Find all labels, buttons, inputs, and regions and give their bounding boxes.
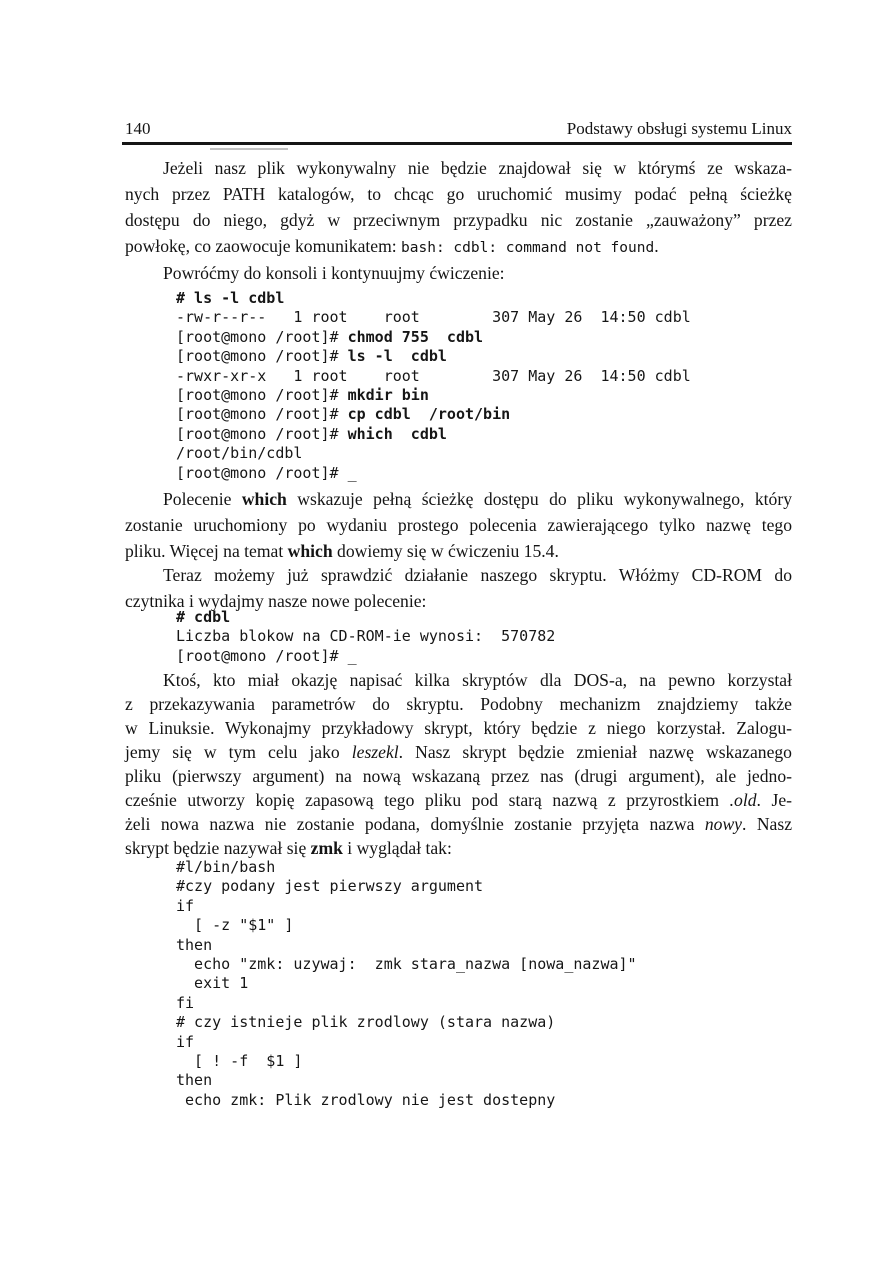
text-segment: bash: cdbl: command not found xyxy=(401,240,655,256)
paragraph-return-to-console xyxy=(125,260,792,286)
text-segment: which cdbl xyxy=(347,424,447,443)
text-segment: -rwxr-xr-x 1 root root 307 May 26 14:50 cdbl xyxy=(176,366,691,385)
text-segment: ls -l cdbl xyxy=(347,347,447,366)
text-segment: . Nasz skrypt będzie zmieniał nazwę wskazanego xyxy=(398,742,792,762)
code-line xyxy=(176,289,691,308)
text-segment: powłokę, co zaowocuje komunikatem: xyxy=(125,236,402,256)
text-segment: Liczba blokow na CD-ROM-ie wynosi: 570782 xyxy=(176,627,556,646)
text-line xyxy=(125,562,792,588)
code-line xyxy=(176,647,555,666)
text-segment: jemy się w tym celu jako xyxy=(125,742,352,762)
text-segment: fi xyxy=(176,993,195,1012)
text-line xyxy=(125,155,792,181)
paragraph-test-script xyxy=(125,562,792,614)
text-segment: # czy istnieje plik zrodlowy (stara nazwa) xyxy=(176,1013,556,1032)
running-header-title: Podstawy obsługi systemu Linux xyxy=(566,119,792,138)
text-segment: zostanie uruchomiony po wydaniu prostego polecenia zawierającego tylko nazwę tego xyxy=(125,515,792,535)
page-number: 140 xyxy=(125,119,151,138)
zmk-script-listing xyxy=(176,858,637,1110)
text-segment: [root@mono /root]# xyxy=(176,405,348,424)
text-segment: dostępu do niego, gdyż w przeciwnym przypadku nic zostanie „zauważony” przez xyxy=(125,210,792,230)
text-segment: [root@mono /root]# _ xyxy=(176,646,357,665)
code-line xyxy=(176,367,691,386)
text-line xyxy=(125,764,792,788)
text-segment: [root@mono /root]# xyxy=(176,327,348,346)
text-segment: -rw-r--r-- 1 root root 307 May 26 14:50 cdbl xyxy=(176,308,691,327)
text-segment: [root@mono /root]# _ xyxy=(176,463,357,482)
text-segment: /root/bin/cdbl xyxy=(176,444,303,463)
text-line xyxy=(125,260,792,286)
text-segment: #czy podany jest pierwszy argument xyxy=(176,877,484,896)
text-segment: chmod 755 cdbl xyxy=(347,327,484,346)
text-segment: if xyxy=(176,896,195,915)
code-line xyxy=(176,897,637,916)
code-line xyxy=(176,386,691,405)
text-line xyxy=(125,538,792,564)
text-line xyxy=(125,668,792,692)
text-segment: Ktoś, kto miał okazję napisać kilka skryptów dla DOS-a, na pewno korzystał xyxy=(163,670,792,690)
code-line xyxy=(176,1071,637,1090)
text-segment: [root@mono /root]# xyxy=(176,386,348,405)
text-segment: dowiemy się w ćwiczeniu 15.4. xyxy=(332,541,559,561)
text-segment: leszekl xyxy=(351,742,399,762)
text-segment: echo zmk: Plik zrodlowy nie jest dostepny xyxy=(176,1090,556,1109)
code-line xyxy=(176,464,691,483)
code-line xyxy=(176,1052,637,1071)
paragraph-zmk-description xyxy=(125,668,792,860)
text-segment: #l/bin/bash xyxy=(176,858,276,876)
text-line xyxy=(125,486,792,512)
code-line xyxy=(176,916,637,935)
code-line xyxy=(176,936,637,955)
code-line xyxy=(176,955,637,974)
code-line xyxy=(176,405,691,424)
text-segment: then xyxy=(176,1071,213,1090)
text-segment: .old xyxy=(729,790,757,810)
text-segment: cześnie utworzy kopię zapasową tego pliku pod starą nazwą z przyrostkiem xyxy=(125,790,730,810)
code-line xyxy=(176,608,555,627)
text-segment: pliku (pierwszy argument) na nową wskazaną przez nas (drugi argument), ale jedno- xyxy=(125,766,792,786)
text-segment: # cdbl xyxy=(176,608,231,626)
text-segment: exit 1 xyxy=(176,974,249,993)
text-segment: z przekazywania parametrów do skryptu. Podobny mechanizm znajdziemy także xyxy=(125,694,792,714)
text-segment: [ -z "$1" ] xyxy=(176,916,294,935)
text-segment: pliku. Więcej na temat xyxy=(125,541,288,561)
text-segment: mkdir bin xyxy=(347,386,429,405)
text-segment: echo "zmk: uzywaj: zmk stara_nazwa [nowa_nazwa]" xyxy=(176,955,637,974)
code-line xyxy=(176,444,691,463)
text-segment: . xyxy=(654,236,659,256)
text-segment: . Nasz xyxy=(741,814,793,834)
text-segment: skrypt będzie nazywał się xyxy=(125,838,311,858)
text-line xyxy=(125,740,792,764)
text-segment: czytnika i wydajmy nasze nowe polecenie: xyxy=(125,591,427,611)
text-segment: nowy xyxy=(704,814,742,834)
paragraph-which-explanation xyxy=(125,486,792,564)
text-line xyxy=(125,233,792,261)
terminal-session-chmod-which xyxy=(176,289,691,483)
text-line xyxy=(125,181,792,207)
code-line xyxy=(176,627,555,646)
code-line xyxy=(176,425,691,444)
terminal-session-cdbl-run xyxy=(176,608,555,666)
code-line xyxy=(176,994,637,1013)
text-segment: i wyglądał tak: xyxy=(342,838,452,858)
text-segment: Jeżeli nasz plik wykonywalny nie będzie znajdował się w którymś ze wskaza- xyxy=(163,158,792,178)
code-line xyxy=(176,877,637,896)
text-segment: . Je- xyxy=(756,790,793,810)
code-line xyxy=(176,974,637,993)
text-segment: which xyxy=(241,489,287,509)
code-line xyxy=(176,328,691,347)
text-segment: which xyxy=(287,541,333,561)
text-line xyxy=(125,692,792,716)
text-segment: if xyxy=(176,1032,195,1051)
scan-smudge-artifact xyxy=(210,148,288,150)
code-line xyxy=(176,1091,637,1110)
code-line xyxy=(176,347,691,366)
text-segment: wskazuje pełną ścieżkę dostępu do pliku wykonywalnego, który xyxy=(286,489,792,509)
text-segment: # ls -l cdbl xyxy=(176,289,285,307)
text-segment: then xyxy=(176,935,213,954)
text-segment: cp cdbl /root/bin xyxy=(347,405,511,424)
code-line xyxy=(176,308,691,327)
text-segment: [ ! -f $1 ] xyxy=(176,1052,303,1071)
text-line xyxy=(125,812,792,836)
text-segment: nych przez PATH katalogów, to chcąc go uruchomić musimy podać pełną ścieżkę xyxy=(125,184,792,204)
paragraph-intro-path xyxy=(125,155,792,261)
text-segment: Powróćmy do konsoli i kontynuujmy ćwiczenie: xyxy=(163,263,505,283)
code-line xyxy=(176,1013,637,1032)
text-line xyxy=(125,788,792,812)
text-line xyxy=(125,512,792,538)
code-line xyxy=(176,858,637,877)
text-line xyxy=(125,207,792,233)
text-segment: Teraz możemy już sprawdzić działanie naszego skryptu. Włóżmy CD-ROM do xyxy=(163,565,792,585)
text-segment: żeli nowa nazwa nie zostanie podana, domyślnie zostanie przyjęta nazwa xyxy=(125,814,705,834)
text-segment: zmk xyxy=(310,838,343,858)
text-line xyxy=(125,836,792,860)
text-segment: [root@mono /root]# xyxy=(176,347,348,366)
header-rule xyxy=(122,142,792,145)
text-segment: [root@mono /root]# xyxy=(176,424,348,443)
code-line xyxy=(176,1033,637,1052)
text-segment: Polecenie xyxy=(163,489,242,509)
text-segment: w Linuksie. Wykonajmy przykładowy skrypt, który będzie z niego korzystał. Zalogu- xyxy=(125,718,792,738)
text-line xyxy=(125,716,792,740)
